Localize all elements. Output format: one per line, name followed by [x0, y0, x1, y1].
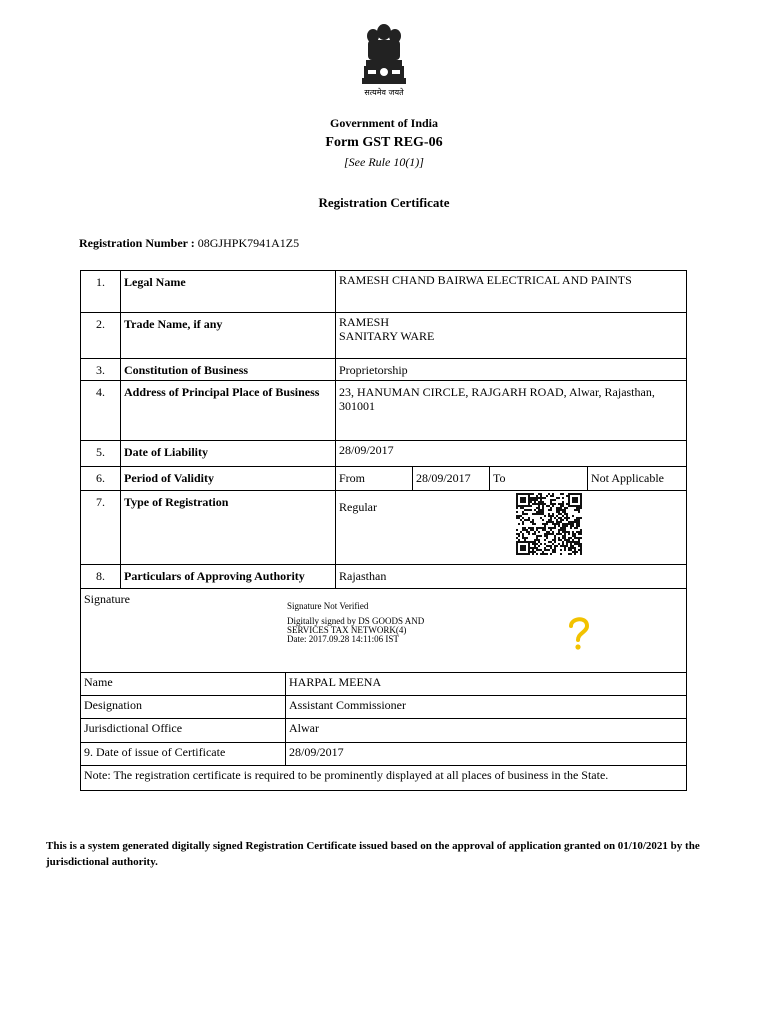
validity-from-value: 28/09/2017 — [416, 471, 471, 485]
designation-label: Designation — [81, 696, 286, 719]
table-row — [81, 766, 687, 791]
row-label: Particulars of Approving Authority — [121, 565, 336, 589]
table-row — [81, 313, 687, 359]
jurisdictional-office-value: Alwar — [286, 719, 687, 743]
system-generated-footer: This is a system generated digitally signed Registration Certificate issued based on the approval of application granted on 01/10/2021 by the jurisdictional authority. — [46, 840, 700, 868]
table-row — [81, 381, 687, 441]
row-label: Legal Name — [121, 271, 336, 313]
row-label: Period of Validity — [121, 467, 336, 491]
issue-date-value: 28/09/2017 — [286, 743, 687, 766]
registration-number-label: Registration Number : — [79, 236, 195, 250]
qr-code-icon — [516, 493, 582, 555]
table-row — [81, 673, 687, 696]
certificate-title: Registration Certificate — [318, 195, 450, 210]
table-row — [81, 696, 687, 719]
row-number: 5. — [81, 441, 121, 467]
table-row — [81, 441, 687, 467]
trade-name-line2: SANITARY WARE — [339, 329, 435, 343]
registration-number — [79, 236, 299, 251]
digital-signature-block — [287, 602, 424, 644]
registration-number-value: 08GJHPK7941A1Z5 — [197, 236, 300, 250]
table-row — [81, 467, 687, 491]
registration-details-table — [80, 270, 687, 673]
row-label: Constitution of Business — [121, 359, 336, 381]
display-note: Note: The registration certificate is required to be prominently displayed at all places of business in the State. — [81, 766, 687, 791]
liability-date-value: 28/09/2017 — [339, 443, 394, 457]
table-row — [81, 743, 687, 766]
signature-cell — [81, 589, 687, 673]
validity-to-value: Not Applicable — [591, 471, 664, 485]
government-heading: Government of India — [330, 116, 438, 130]
signed-by-line1: Digitally signed by DS GOODS AND — [287, 616, 425, 626]
rule-reference: [See Rule 10(1)] — [344, 155, 424, 169]
trade-name-line1: RAMESH — [339, 315, 390, 329]
jurisdictional-office-label: Jurisdictional Office — [81, 719, 286, 743]
row-label: Date of Liability — [121, 441, 336, 467]
signature-check-icon — [563, 614, 593, 652]
row-label: Type of Registration — [121, 491, 336, 565]
officer-name-value: HARPAL MEENA — [286, 673, 687, 696]
officer-name-label: Name — [81, 673, 286, 696]
validity-to-label: To — [493, 471, 506, 485]
form-title: Form GST REG-06 — [325, 135, 443, 150]
table-row — [81, 565, 687, 589]
row-number: 7. — [81, 491, 121, 565]
address-value: 23, HANUMAN CIRCLE, RAJGARH ROAD, Alwar, Rajasthan, 301001 — [339, 385, 655, 413]
table-row — [81, 359, 687, 381]
row-number: 6. — [81, 467, 121, 491]
constitution-value: Proprietorship — [339, 363, 408, 377]
signature-row — [81, 589, 687, 673]
row-number: 1. — [81, 271, 121, 313]
table-row — [81, 719, 687, 743]
emblem-motto: सत्यमेव जयते — [364, 88, 404, 97]
row-number: 8. — [81, 565, 121, 589]
row-label: Address of Principal Place of Business — [121, 381, 336, 441]
table-row — [81, 271, 687, 313]
signed-by-line2: SERVICES TAX NETWORK(4) — [287, 625, 407, 635]
row-number: 2. — [81, 313, 121, 359]
designation-value: Assistant Commissioner — [286, 696, 687, 719]
row-number: 3. — [81, 359, 121, 381]
signature-label: Signature — [84, 592, 130, 606]
officer-details-table — [80, 672, 687, 791]
issue-date-label: 9. Date of issue of Certificate — [81, 743, 286, 766]
row-label: Trade Name, if any — [121, 313, 336, 359]
legal-name-value: RAMESH CHAND BAIRWA ELECTRICAL AND PAINTS — [339, 273, 632, 287]
validity-from-label: From — [339, 471, 366, 485]
signature-status: Signature Not Verified — [287, 601, 369, 611]
approving-authority-value: Rajasthan — [339, 569, 387, 583]
signature-date: Date: 2017.09.28 14:11:06 IST — [287, 634, 399, 644]
registration-type-value: Regular — [339, 500, 377, 514]
table-row — [81, 491, 687, 565]
row-number: 4. — [81, 381, 121, 441]
